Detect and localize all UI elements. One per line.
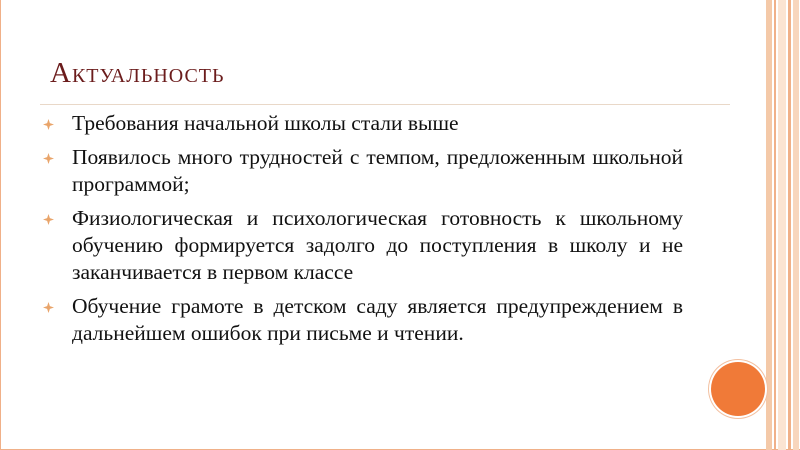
bullet-text: Требования начальной школы стали выше [72, 111, 459, 135]
decorative-circle [711, 362, 765, 416]
stripe [778, 0, 786, 450]
stripe [788, 0, 791, 450]
list-item [43, 144, 683, 198]
bullet-text: Появилось много трудностей с темпом, предложенным школьной программой; [72, 145, 683, 196]
slide-title: Актуальность [50, 57, 225, 89]
list-item [43, 110, 683, 137]
stripe [793, 0, 799, 450]
list-item [43, 205, 683, 286]
stripe [774, 0, 776, 450]
diamond-bullet-icon [43, 302, 54, 313]
diamond-bullet-icon [43, 153, 54, 164]
bullet-list [43, 110, 683, 354]
list-item [43, 293, 683, 347]
decorative-stripes [764, 0, 800, 450]
diamond-bullet-icon [43, 119, 54, 130]
bullet-text: Физиологическая и психологическая готовность к школьному обучению формируется задолго до поступления в школу и не заканчивается в первом классе [72, 206, 683, 284]
slide-left-border [0, 0, 1, 450]
diamond-bullet-icon [43, 214, 54, 225]
stripe [766, 0, 772, 450]
bullet-text: Обучение грамоте в детском саду является предупреждением в дальнейшем ошибок при письме и чтении. [72, 294, 683, 345]
title-divider [40, 104, 730, 105]
